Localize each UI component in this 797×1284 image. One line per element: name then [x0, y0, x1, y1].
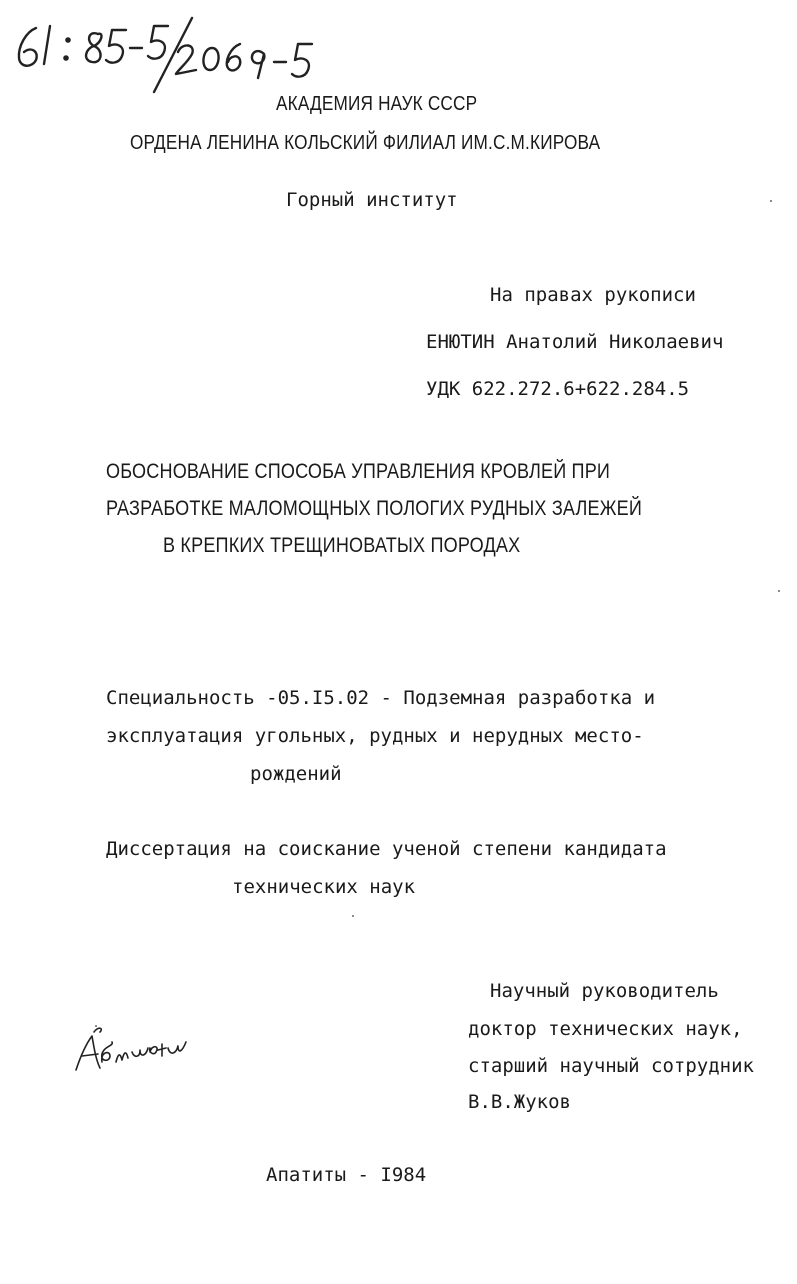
manuscript-rights: На правах рукописи — [490, 284, 696, 306]
title-line-1: ОБОСНОВАНИЕ СПОСОБА УПРАВЛЕНИЯ КРОВЛЕЙ ПРИ — [106, 460, 611, 483]
supervisor-degree: доктор технических наук, — [468, 1018, 743, 1040]
dissertation-line-1: Диссертация на соискание ученой степени кандидата — [106, 838, 667, 860]
specialty-line-3: рождений — [250, 763, 342, 785]
supervisor-position: старший научный сотрудник — [468, 1055, 754, 1077]
scan-speck — [352, 915, 354, 917]
author-name: ЕНЮТИН Анатолий Николаевич — [426, 331, 724, 353]
scan-speck — [778, 590, 780, 592]
institute-name: Горный институт — [286, 189, 458, 211]
handwritten-signature — [70, 1022, 190, 1078]
academy-name: АКАДЕМИЯ НАУК СССР — [276, 93, 478, 115]
supervisor-name: В.В.Жуков — [468, 1091, 571, 1113]
scan-speck — [95, 1025, 97, 1027]
specialty-line-1: Специальность -05.I5.02 - Подземная разработка и — [106, 687, 656, 709]
title-line-2: РАЗРАБОТКЕ МАЛОМОЩНЫХ ПОЛОГИХ РУДНЫХ ЗАЛЕЖЕЙ — [106, 497, 642, 520]
branch-name: ОРДЕНА ЛЕНИНА КОЛЬСКИЙ ФИЛИАЛ ИМ.С.М.КИРОВА — [130, 132, 601, 154]
title-line-3: В КРЕПКИХ ТРЕЩИНОВАТЫХ ПОРОДАХ — [163, 534, 521, 557]
dissertation-line-2: технических наук — [232, 876, 416, 898]
scan-speck — [770, 200, 772, 202]
udc-code: УДК 622.272.6+622.284.5 — [426, 378, 690, 400]
specialty-line-2: эксплуатация угольных, рудных и нерудных место- — [106, 725, 644, 747]
place-and-year: Апатиты - I984 — [266, 1164, 427, 1186]
handwritten-archive-number — [6, 14, 336, 94]
supervisor-label: Научный руководитель — [490, 980, 719, 1002]
